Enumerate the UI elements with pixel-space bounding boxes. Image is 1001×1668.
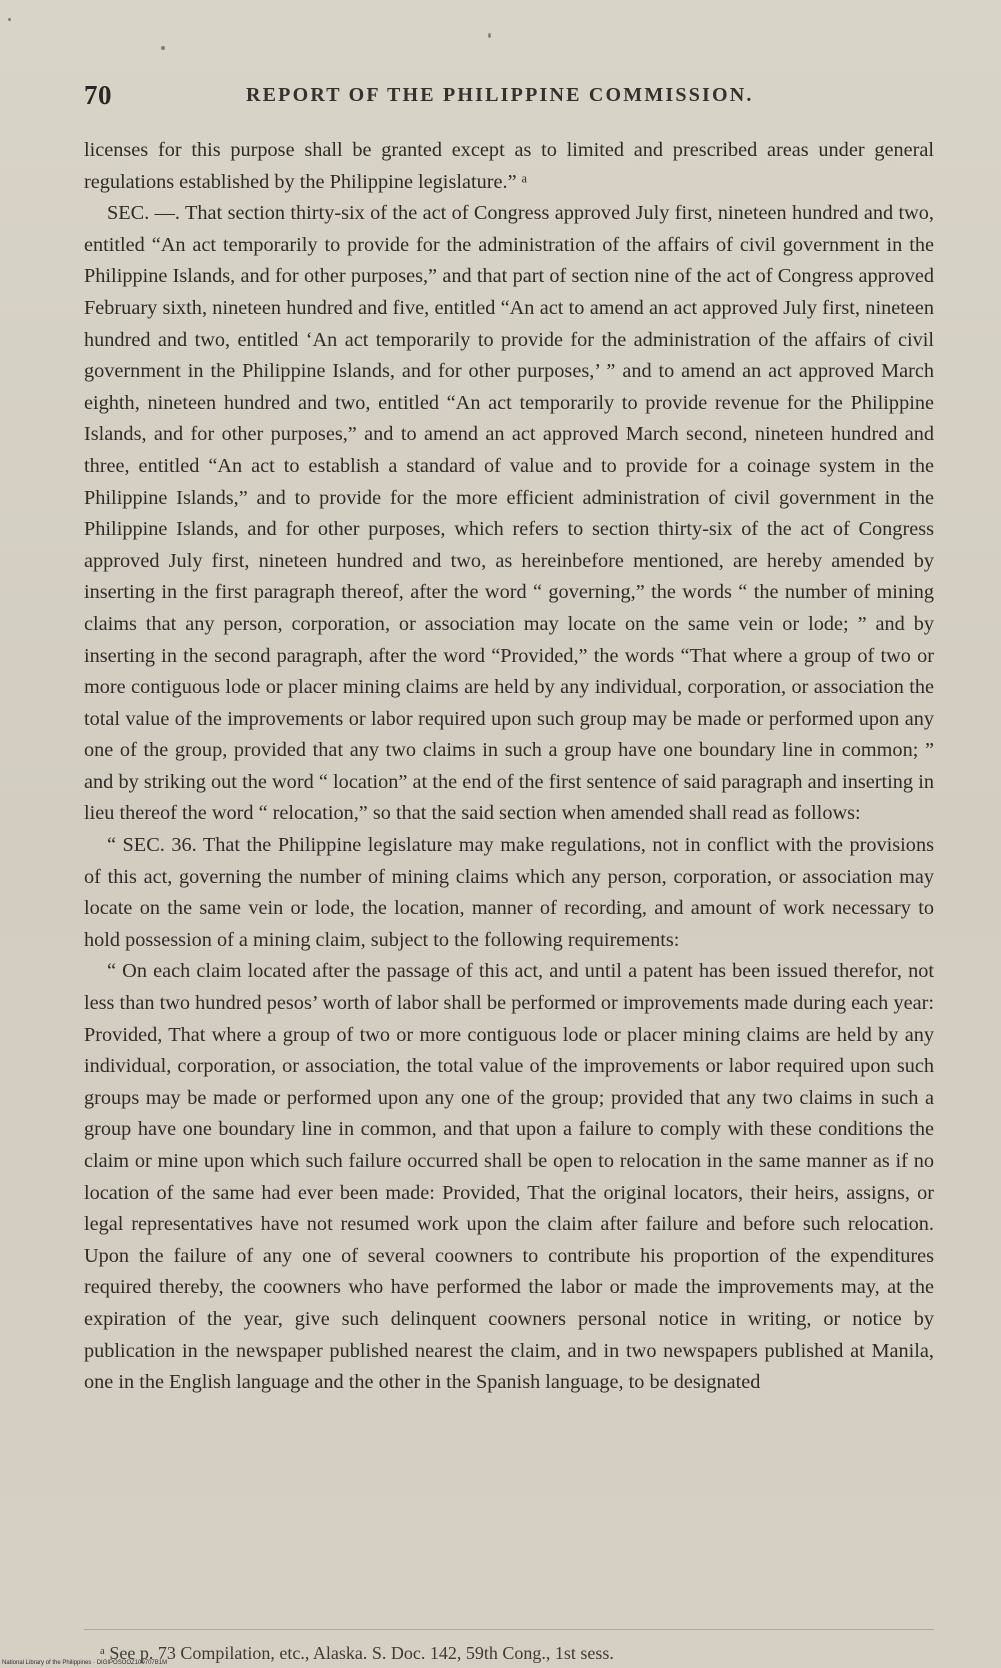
footer-credit: National Library of the Philippines · DIGIPOSOOZ100707B1M	[2, 1660, 168, 1666]
running-title: REPORT OF THE PHILIPPINE COMMISSION.	[246, 84, 754, 106]
paragraph: “ SEC. 36. That the Philippine legislature may make regulations, not in conflict with the provisions of this act, governing the number of mining claims which any person, corporation, or association may locate on the same vein or lode, the location, manner of recording, and amount of work necessary to hold possession of a mining claim, subject to the following requirements:	[84, 834, 934, 951]
footnote-rule	[84, 1629, 934, 1630]
ink-speck	[161, 46, 165, 50]
paragraph: SEC. —. That section thirty-six of the act of Congress approved July first, nineteen hundred and two, entitled “An act temporarily to provide for the administration of the affairs of civil government in the Philippine Islands, and for other purposes,” and that part of section nine of the act of Congress approved February sixth, nineteen hundred and five, entitled “An act to amend an act approved July first, nineteen hundred and two, entitled ‘An act temporarily to provide for the administration of the affairs of civil government in the Philippine Islands, and for other purposes,’ ” and to amend an act approved March eighth, nineteen hundred and two, entitled “An act temporarily to provide revenue for the Philippine Islands, and for other purposes,” and to amend an act approved March second, nineteen hundred and three, entitled “An act to establish a standard of value and to provide for a coinage system in the Philippine Islands,” and to provide for the more efficient administration of civil government in the Philippine Islands, and for other purposes, which refers to section thirty-six of the act of Congress approved July first, nineteen hundred and two, as hereinbefore mentioned, are hereby amended by inserting in the first paragraph thereof, after the word “ governing,” the words “ the number of mining claims that any person, corporation, or association may locate on the same vein or lode; ” and by inserting in the second paragraph, after the word “Provided,” the words “That where a group of two or more contiguous lode or placer mining claims are held by any individual, corporation, or association the total value of the improvements or labor required upon such group may be made or performed upon any one of the group, provided that any two claims in such a group have one boundary line in common; ” and by striking out the word “ location” at the end of the first sentence of said paragraph and inserting in lieu thereof the word “ relocation,” so that the said section when amended shall read as follows:	[84, 202, 934, 825]
footnote: ᵃ See p. 73 Compilation, etc., Alaska. S. Doc. 142, 59th Cong., 1st sess.	[100, 1643, 614, 1663]
page-number: 70	[84, 80, 112, 110]
paragraph: licenses for this purpose shall be granted except as to limited and prescribed areas under general regulations established by the Philippine legislature.” ᵃ	[84, 139, 934, 193]
ink-speck	[488, 33, 491, 38]
ink-speck	[8, 18, 11, 21]
body-text	[84, 135, 934, 1399]
paragraph: “ On each claim located after the passage of this act, and until a patent has been issued therefor, not less than two hundred pesos’ worth of labor shall be performed or improvements made during each year: Provided, That where a group of two or more contiguous lode or placer mining claims are held by any individual, corporation, or association, the total value of the improvements or labor required upon such groups may be made or performed upon any one of the group; provided that any two claims in such a group have one boundary line in common, and that upon a failure to comply with these conditions the claim or mine upon which such failure occurred shall be open to relocation in the same manner as if no location of the same had ever been made: Provided, That the original locators, their heirs, assigns, or legal representatives have not resumed work upon the claim after failure and before such relocation. Upon the failure of any one of several coowners to contribute his proportion of the expenditures required thereby, the coowners who have performed the labor or made the improvements may, at the expiration of the year, give such delinquent coowners personal notice in writing, or notice by publication in the newspaper published nearest the claim, and in two newspapers published at Manila, one in the English language and the other in the Spanish language, to be designated	[84, 960, 934, 1394]
page-header	[84, 80, 934, 114]
